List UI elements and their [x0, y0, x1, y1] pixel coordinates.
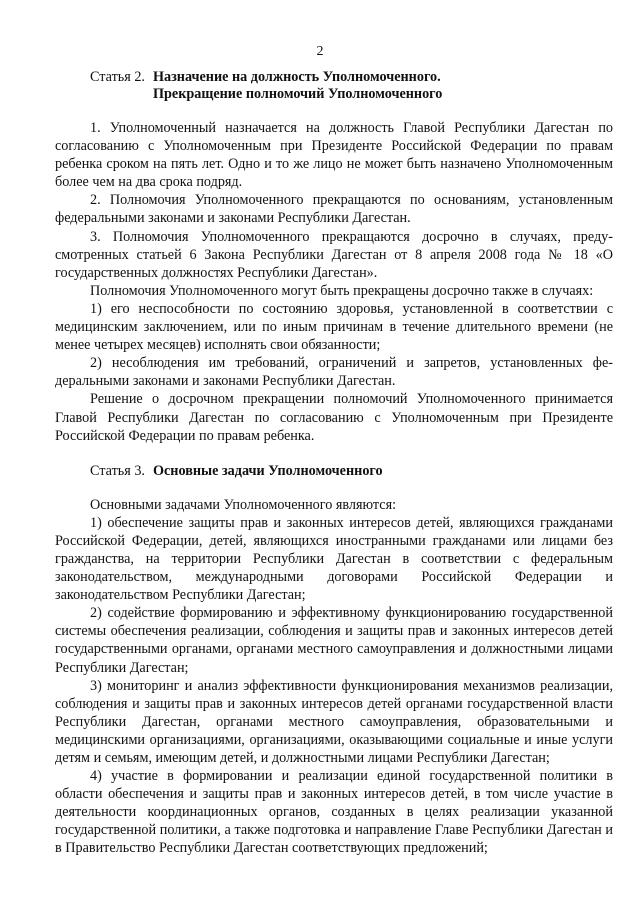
article-3-paragraph: Основными задачами Уполномоченного являются:	[90, 496, 397, 513]
article-3-paragraph: 2) содействие формированию и эффективному функционированию государственной системы обеспечения реализации, соблюдения и защиты прав и законных интересов детей государственными органами, органами местного самоуправления и должностными лицами Республики Дагестан;	[55, 605, 613, 676]
article-3-paragraph: 3) мониторинг и анализ эффективности функционирования механизмов реализации, соблюдения и защиты прав и законных интересов детей органами государственной власти Республики Дагестан, органами местного самоуправления, образовательными и медицинскими организациями, организациями, оказывающими социальные и иные услуги детям и семьям, имеющим детей, и должностными лицами Республики Дагестан;	[55, 677, 613, 766]
document-body	[55, 69, 613, 858]
article-2-heading	[55, 69, 613, 103]
article-3-number: Статья 3.	[90, 462, 145, 479]
article-2-paragraph: 2) несоблюдения им требований, ограничений и запретов, установленных федеральными законами и законами Республики Дагестан.	[55, 355, 613, 390]
article-2-paragraph: Решение о досрочном прекращении полномочий Уполномоченного принимается Главой Республики Дагестан по согласованию с Уполномоченным при Президенте Российской Федерации по правам ребенка.	[55, 391, 613, 444]
article-2-paragraph: 1. Уполномоченный назначается на должность Главой Республики Дагестан по согласованию с Уполномоченным при Президенте Российской Федерации по правам ребенка сроком на пять лет. Одно и то же лицо не может быть назначено Уполномоченным более чем на два срока подряд.	[55, 120, 613, 191]
page-number: 2	[316, 44, 324, 59]
article-3-paragraph: 1) обеспечение защиты прав и законных интересов детей, являющихся гражданами Российской Федерации, детей, являющихся иностранными гражданами или лицами без гражданства, на территории Республики Дагестан в соответствии с федеральным законодательством, международными договорами Российской Федерации и законодательством Республики Дагестан;	[55, 514, 613, 604]
article-2-paragraph: 2. Полномочия Уполномоченного прекращаются по основаниям, установленным федеральными законами и законами Республики Дагестан.	[55, 192, 613, 227]
article-2-paragraph: Полномочия Уполномоченного могут быть прекращены досрочно также в случаях:	[90, 282, 594, 299]
article-3-title: Основные задачи Уполномоченного	[152, 462, 383, 479]
article-3-paragraph: 4) участие в формировании и реализации единой государственной политики в области обеспечения и защиты прав и законных интересов детей, в том числе участие в деятельности координационных органов, созданных в целях реализации указанной государственной политики, а также подготовка и направление Главе Республики Дагестан и в Правительство Республики Дагестан соответствующих предложений;	[55, 768, 613, 857]
article-3-heading	[55, 463, 613, 480]
article-2-paragraph: 1) его неспособности по состоянию здоровья, установленной в соответствии с медицинским заключением, или по иным причинам в течение длительного времени (не менее четырех месяцев) исполнять свои обязанности;	[55, 300, 613, 354]
article-2-title-line-1: Назначение на должность Уполномоченного.	[152, 69, 441, 85]
article-2-number: Статья 2.	[90, 69, 145, 85]
article-2-title	[145, 69, 442, 103]
article-2-paragraph: 3. Полномочия Уполномоченного прекращаются досрочно в случаях, предусмотренных статьей 6 Закона Республики Дагестан от 8 апреля 2008 года № 18 «О государственных должностях Республики Дагестан».	[55, 228, 613, 281]
article-2-title-line-2: Прекращение полномочий Уполномоченного	[152, 86, 443, 102]
